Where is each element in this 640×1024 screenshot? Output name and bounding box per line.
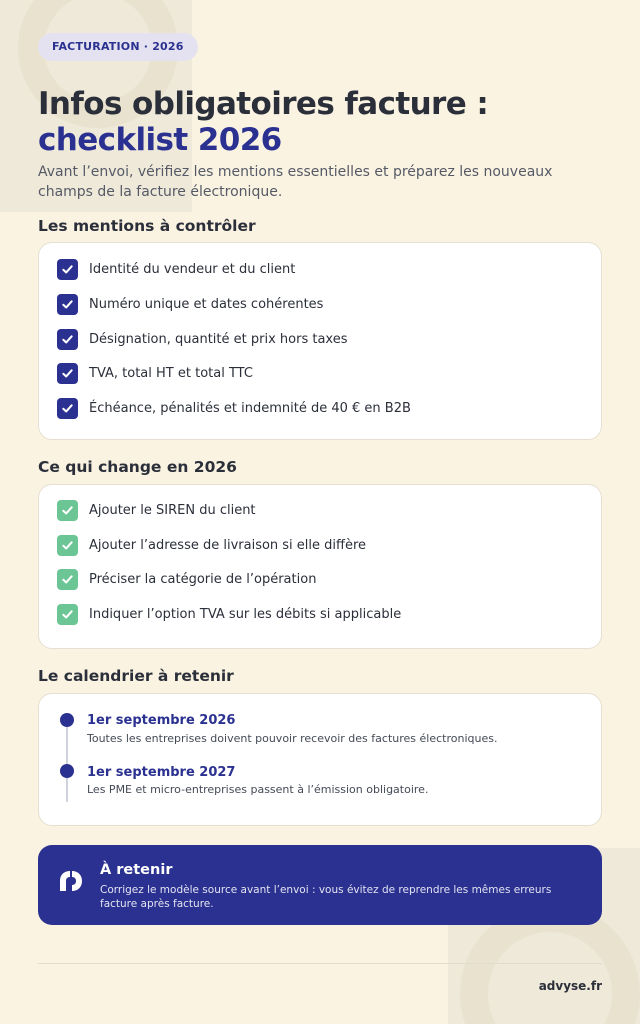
timeline-description: Les PME et micro-entreprises passent à l’émission obligatoire.	[87, 783, 429, 796]
check-icon	[57, 500, 78, 521]
list-item	[57, 534, 366, 556]
list-item	[57, 362, 253, 384]
title-line-1: Infos obligatoires facture :	[38, 86, 489, 122]
category-badge: FACTURATION · 2026	[38, 33, 198, 61]
check-icon	[57, 294, 78, 315]
list-item-label: Désignation, quantité et prix hors taxes	[89, 331, 348, 347]
section-heading-calendar: Le calendrier à retenir	[38, 667, 234, 685]
check-icon	[57, 363, 78, 384]
page-title	[38, 86, 608, 158]
list-item	[57, 499, 256, 521]
list-item	[57, 397, 411, 419]
check-icon	[57, 259, 78, 280]
check-icon	[57, 535, 78, 556]
check-icon	[57, 569, 78, 590]
list-item-label: Numéro unique et dates cohérentes	[89, 296, 324, 312]
list-item	[57, 568, 316, 590]
list-item-label: Échéance, pénalités et indemnité de 40 € en B2B	[89, 400, 411, 416]
check-icon	[57, 329, 78, 350]
list-item-label: Ajouter le SIREN du client	[89, 502, 256, 518]
list-item-label: Préciser la catégorie de l’opération	[89, 571, 317, 587]
check-icon	[57, 398, 78, 419]
timeline-dot	[60, 764, 74, 778]
section-heading-mentions: Les mentions à contrôler	[38, 217, 256, 235]
footer-brand: advyse.fr	[538, 979, 602, 993]
timeline-date: 1er septembre 2027	[87, 765, 236, 780]
takeaway-title: À retenir	[100, 862, 173, 878]
list-item	[57, 603, 401, 625]
calendar-card	[38, 693, 602, 826]
list-item	[57, 328, 347, 350]
mentions-card	[38, 242, 602, 440]
timeline-dot	[60, 713, 74, 727]
title-line-2: checklist 2026	[38, 122, 282, 158]
list-item	[57, 293, 323, 315]
timeline-description: Toutes les entreprises doivent pouvoir recevoir des factures électroniques.	[87, 732, 498, 745]
list-item	[57, 258, 295, 280]
advyse-logo-icon	[56, 867, 86, 897]
page-subtitle: Avant l’envoi, vérifiez les mentions essentielles et préparez les nouveaux champs de la facture électronique.	[38, 164, 553, 200]
list-item-label: Indiquer l’option TVA sur les débits si applicable	[89, 606, 402, 622]
check-icon	[57, 604, 78, 625]
changes-card	[38, 484, 602, 649]
timeline-date: 1er septembre 2026	[87, 713, 236, 728]
footer-divider	[38, 963, 602, 964]
list-item-label: Ajouter l’adresse de livraison si elle diffère	[89, 537, 367, 553]
section-heading-changes: Ce qui change en 2026	[38, 458, 237, 476]
takeaway-text: Corrigez le modèle source avant l’envoi : vous évitez de reprendre les mêmes erreurs facture après facture.	[100, 884, 552, 910]
list-item-label: Identité du vendeur et du client	[89, 261, 296, 277]
timeline-line	[66, 722, 68, 802]
key-takeaway-box	[38, 845, 602, 925]
list-item-label: TVA, total HT et total TTC	[89, 365, 253, 381]
